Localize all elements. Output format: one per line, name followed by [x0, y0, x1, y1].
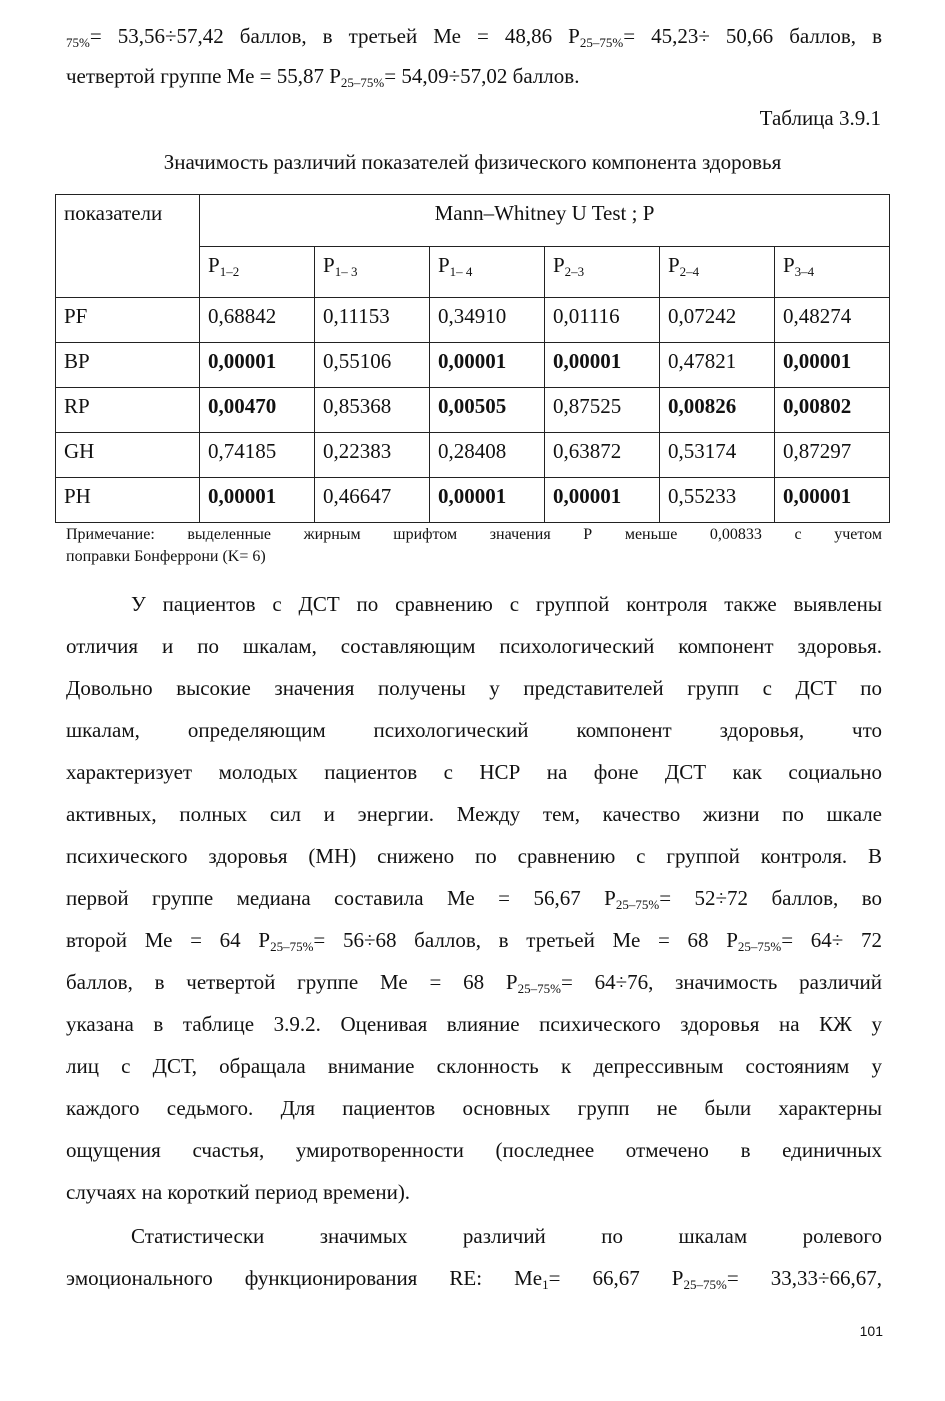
p-value-cell: 0,00001	[544, 478, 659, 523]
p-value-cell: 0,01116	[544, 298, 659, 343]
p-value-cell: 0,00505	[429, 388, 544, 433]
group-header-cell: Mann–Whitney U Test ; P	[200, 195, 890, 247]
text-line: второй Ме = 64 $P_{25-75\%}= 56\div 68$ баллов, в третьей Ме = 68 $P_{25-75\%}= 64\div 72$	[66, 928, 882, 954]
text-line: отличия и по шкалам, составляющим психологический компонент здоровья.	[66, 634, 882, 658]
text-line: каждого седьмого. Для пациентов основных групп не были характерны	[66, 1096, 882, 1120]
text-line: $_{75\%}$= 53,56÷57,42 баллов, в третьей Ме = 48,86 $P_{25-75\%}= 45,23\div 50,66$ баллов, в	[66, 24, 882, 50]
text-line: баллов, в четвертой группе Ме = 68 $P_{25-75\%}= 64\div 76$, значимость различий	[66, 970, 882, 996]
p-value-cell: 0,87297	[774, 433, 889, 478]
table-row	[56, 298, 890, 343]
text-line: указана в таблице 3.9.2. Оценивая влияние психического здоровья на КЖ у	[66, 1012, 882, 1036]
p-value-cell: 0,00001	[429, 478, 544, 523]
table-header-row	[56, 195, 890, 247]
page-number: 101	[859, 1323, 883, 1339]
text-line: четвертой группе Ме = 55,87 $P_{25-75\%}= 54,09\div 57,02$ баллов.	[66, 64, 580, 90]
p-value-cell: 0,00001	[774, 478, 889, 523]
p-value-cell: 0,55106	[315, 343, 430, 388]
p-value-cell: 0,46647	[315, 478, 430, 523]
text-line: лиц с ДСТ, обращала внимание склонность к депрессивным состояниям у	[66, 1054, 882, 1078]
table-body	[56, 298, 890, 523]
table-row	[56, 343, 890, 388]
p-value-cell: 0,55233	[659, 478, 774, 523]
p-value-cell: 0,28408	[429, 433, 544, 478]
table-note: Примечание: выделенные жирным шрифтом значения Р меньше 0,00833 с учетом поправки Бонферрони (K= 6)	[66, 526, 882, 565]
row-label: GH	[56, 433, 200, 478]
row-label: PF	[56, 298, 200, 343]
text-line: эмоционального функционирования RE: $Me_1= 66,67$ $P_{25-75\%}= 33,33\div 66,67$,	[66, 1266, 882, 1292]
p-value-cell: 0,07242	[659, 298, 774, 343]
column-header: $P_{3-4}$	[774, 246, 889, 298]
row-label: BP	[56, 343, 200, 388]
text-line: случаях на короткий период времени).	[66, 1180, 411, 1204]
table-row	[56, 478, 890, 523]
p-value-cell: 0,00001	[200, 478, 315, 523]
row-label: PH	[56, 478, 200, 523]
table-row	[56, 433, 890, 478]
p-value-cell: 0,00802	[774, 388, 889, 433]
significance-table	[55, 194, 890, 523]
p-value-cell: 0,87525	[544, 388, 659, 433]
p-value-cell: 0,74185	[200, 433, 315, 478]
column-header: $P_{2-4}$	[659, 246, 774, 298]
table-title: Значимость различий показателей физического компонента здоровья	[163, 150, 782, 174]
p-value-cell: 0,85368	[315, 388, 430, 433]
table-row	[56, 388, 890, 433]
text-line: Статистически значимых различий по шкалам ролевого	[131, 1224, 882, 1248]
text-line: характеризует молодых пациентов с НСР на фоне ДСТ как социально	[66, 760, 882, 784]
p-value-cell: 0,63872	[544, 433, 659, 478]
text-line: психического здоровья (MH) снижено по сравнению с группой контроля. В	[66, 844, 882, 868]
row-header-cell: показатели	[56, 195, 200, 298]
p-value-cell: 0,34910	[429, 298, 544, 343]
p-value-cell: 0,48274	[774, 298, 889, 343]
text-line: Довольно высокие значения получены у представителей групп с ДСТ по	[66, 676, 882, 700]
p-value-cell: 0,00001	[774, 343, 889, 388]
column-header: $P_{1-2}$	[200, 246, 315, 298]
p-value-cell: 0,53174	[659, 433, 774, 478]
p-value-cell: 0,22383	[315, 433, 430, 478]
table-caption: Таблица 3.9.1	[759, 106, 881, 130]
row-label: RP	[56, 388, 200, 433]
text-line: У пациентов с ДСТ по сравнению с группой контроля также выявлены	[131, 592, 882, 616]
text-line: ощущения счастья, умиротворенности (последнее отмечено в единичных	[66, 1138, 882, 1162]
column-header: $P_{1- 4}$	[429, 246, 544, 298]
column-header: $P_{1- 3}$	[315, 246, 430, 298]
text-line: активных, полных сил и энергии. Между тем, качество жизни по шкале	[66, 802, 882, 826]
p-value-cell: 0,00001	[429, 343, 544, 388]
p-value-cell: 0,11153	[315, 298, 430, 343]
p-value-cell: 0,68842	[200, 298, 315, 343]
p-value-cell: 0,00826	[659, 388, 774, 433]
column-header: $P_{2-3}$	[544, 246, 659, 298]
p-value-cell: 0,47821	[659, 343, 774, 388]
p-value-cell: 0,00001	[544, 343, 659, 388]
text-line: шкалам, определяющим психологический компонент здоровья, что	[66, 718, 882, 742]
p-value-cell: 0,00470	[200, 388, 315, 433]
text-line: первой группе медиана составила Ме = 56,67 $P_{25-75\%}= 52\div 72$ баллов, во	[66, 886, 882, 912]
p-value-cell: 0,00001	[200, 343, 315, 388]
